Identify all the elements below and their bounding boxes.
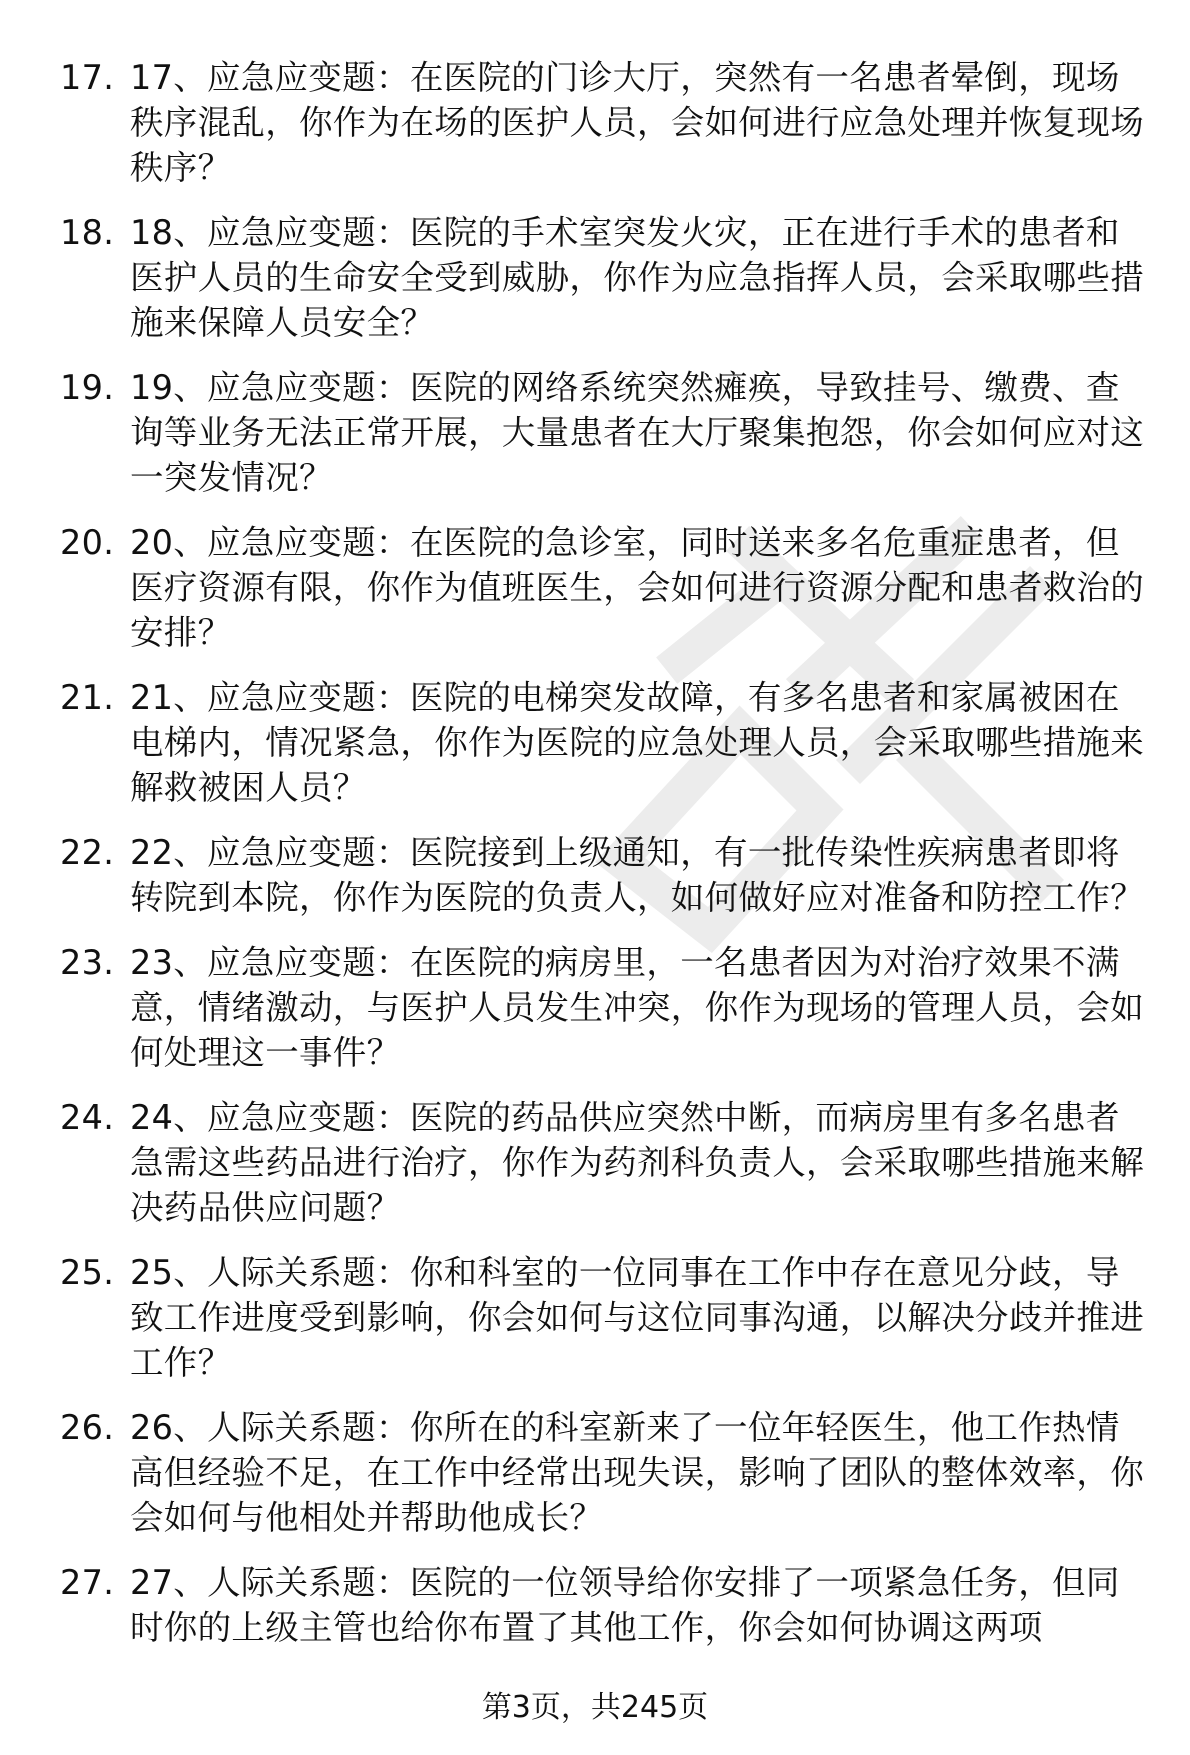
question-text: 22、应急应变题：医院接到上级通知，有一批传染性疾病患者即将转院到本院，你作为医院的负责人，如何做好应对准备和防控工作？ [130, 833, 1144, 917]
question-number: 23. [60, 943, 115, 982]
question-item-19 [60, 365, 1150, 500]
question-text: 25、人际关系题：你和科室的一位同事在工作中存在意见分歧，导致工作进度受到影响，你会如何与这位同事沟通，以解决分歧并推进工作？ [130, 1253, 1144, 1382]
question-text: 27、人际关系题：医院的一位领导给你安排了一项紧急任务，但同时你的上级主管也给你布置了其他工作，你会如何协调这两项 [130, 1563, 1120, 1647]
question-item-20 [60, 520, 1150, 655]
question-item-27 [60, 1560, 1150, 1650]
question-number: 21. [60, 678, 115, 717]
question-text: 17、应急应变题：在医院的门诊大厅，突然有一名患者晕倒，现场秩序混乱，你作为在场的医护人员，会如何进行应急处理并恢复现场秩序？ [130, 58, 1144, 187]
question-item-18 [60, 210, 1150, 345]
question-number: 24. [60, 1098, 115, 1137]
question-text: 18、应急应变题：医院的手术室突发火灾，正在进行手术的患者和医护人员的生命安全受到威胁，你作为应急指挥人员，会采取哪些措施来保障人员安全？ [130, 213, 1144, 342]
question-text: 26、人际关系题：你所在的科室新来了一位年轻医生，他工作热情高但经验不足，在工作中经常出现失误，影响了团队的整体效率，你会如何与他相处并帮助他成长？ [130, 1408, 1144, 1537]
question-number: 25. [60, 1253, 115, 1292]
question-item-21 [60, 675, 1150, 810]
question-text: 19、应急应变题：医院的网络系统突然瘫痪，导致挂号、缴费、查询等业务无法正常开展，大量患者在大厅聚集抱怨，你会如何应对这一突发情况？ [130, 368, 1144, 497]
question-item-17 [60, 55, 1150, 190]
question-text: 23、应急应变题：在医院的病房里，一名患者因为对治疗效果不满意，情绪激动，与医护人员发生冲突，你作为现场的管理人员，会如何处理这一事件？ [130, 943, 1144, 1072]
question-number: 19. [60, 368, 115, 407]
question-number: 18. [60, 213, 115, 252]
question-list [60, 55, 1150, 1670]
question-item-26 [60, 1405, 1150, 1540]
question-number: 26. [60, 1408, 115, 1447]
page-footer: 第3页，共245页 [481, 1690, 709, 1725]
question-item-22 [60, 830, 1150, 920]
question-item-24 [60, 1095, 1150, 1230]
question-text: 21、应急应变题：医院的电梯突发故障，有多名患者和家属被困在电梯内，情况紧急，你作为医院的应急处理人员，会采取哪些措施来解救被困人员？ [130, 678, 1144, 807]
question-text: 20、应急应变题：在医院的急诊室，同时送来多名危重症患者，但医疗资源有限，你作为值班医生，会如何进行资源分配和患者救治的安排？ [130, 523, 1144, 652]
question-item-25 [60, 1250, 1150, 1385]
question-number: 22. [60, 833, 115, 872]
question-number: 20. [60, 523, 115, 562]
question-text: 24、应急应变题：医院的药品供应突然中断，而病房里有多名患者急需这些药品进行治疗，你作为药剂科负责人，会采取哪些措施来解决药品供应问题？ [130, 1098, 1144, 1227]
question-number: 27. [60, 1563, 115, 1602]
question-number: 17. [60, 58, 115, 97]
question-item-23 [60, 940, 1150, 1075]
